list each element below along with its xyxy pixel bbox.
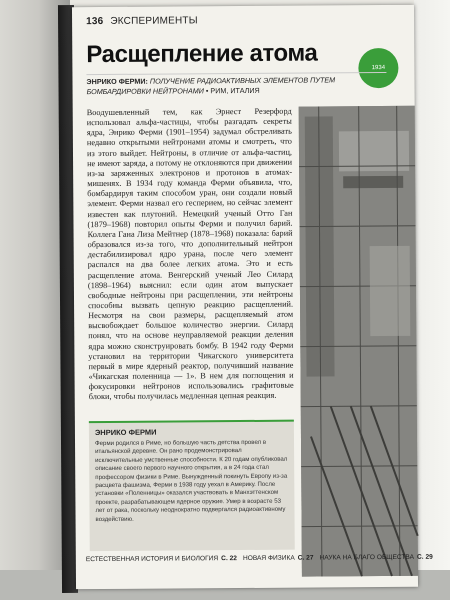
book-page	[72, 5, 433, 589]
bio-text: Ферми родился в Риме, но большую часть детства провел в итальянской деревне. Он рано продемонстрировал исключительные умственные способности. К 20 годам опубликовал описание своего первого научного открытия, а в 24 года стал профессором физики в Риме. Вынужденный покинуть Европу из-за расцвета фашизма, Ферми в 1938 году уехал в Америку. После установки «Поленницы» оказался участвовать в Манхэттенском проекте, разрабатывающем ядерное оружие. Умер в возрасте 53 лет от рака, поскольку неоднократно подвергался радиоактивному воздействию.	[94, 438, 288, 523]
article-subtitle	[86, 72, 386, 96]
bio-sidebar	[89, 420, 295, 551]
footer-link-page-2: С. 27	[297, 554, 314, 562]
background-right	[414, 0, 450, 600]
subtitle-work: ПОЛУЧЕНИЕ РАДИОАКТИВНЫХ ЭЛЕМЕНТОВ ПУТЕМ БОМБАРДИРОВКИ НЕЙТРОНАМИ	[86, 75, 336, 96]
running-header	[86, 15, 198, 27]
bio-title: ЭНРИКО ФЕРМИ	[94, 427, 157, 438]
reactor-illustration	[299, 106, 418, 577]
subtitle-place: • РИМ, ИТАЛИЯ	[205, 85, 260, 95]
footer-link-label-2[interactable]: НОВАЯ ФИЗИКА	[242, 554, 295, 563]
section-name: ЭКСПЕРИМЕНТЫ	[110, 15, 198, 27]
reactor-illustration-drawing	[299, 106, 418, 577]
page-number: 136	[86, 15, 104, 28]
article-title: Расщепление атома	[86, 39, 318, 69]
article-body: Воодушевленный тем, как Эрнест Резерфорд использовал альфа-частицы, чтобы разгадать секреты ядра, Энрико Ферми (1901–1954) задумал обстреливать недавно открытыми нейтронами атомы и смотреть, что из этого выйдет. Нейтроны, в отличие от альфа-частиц, не имеют заряда, а потому не отклоняются при движении из-за заряженных электронов и протонов в атомах-мишенях. В 1934 году команда Ферми объявила, что, бомбардируя таким способом уран, они создали новый элемент. Ферми назвал его гесперием, но сейчас элемент известен как плутоний. Немецкий ученый Отто Ган (1879–1968) повторил опыты Ферми и получил барий. Коллега Гана Лиза Мейтнер (1878–1968) показала: барий образовался из-за того, что дополнительный нейтрон дестабилизировал ядро урана, после чего элемент распался на два более легких атома. Это и есть расщепление атома. Венгерский ученый Лео Силард (1898–1964) выяснил: если один атом выпускает свободные нейтроны при расщеплении, эти нейтроны способны вызвать цепную реакцию расщеплений. Несмотря на свои размеры, расщепляемый атом высвобождает большое количество энергии. Силард понял, что на основе неуправляемой реакции деления ядра можно сконструировать бомбу. В 1942 году Ферми установил на территории Чикагского университета первый в мире ядерный реактор, получивший название «Чикагская поленница — 1». В нем для поглощения и фокусировки нейтронов использовались графитовые блоки, чтобы получилась медленная цепная реакция.	[86, 106, 294, 402]
year-badge-text: 1934	[371, 65, 386, 72]
footer-link-page-1: С. 22	[221, 555, 237, 563]
footer-link-label-1[interactable]: ЕСТЕСТВЕННАЯ ИСТОРИЯ И БИОЛОГИЯ	[85, 555, 219, 564]
footer-link-page-3: С. 29	[416, 553, 433, 561]
subtitle-author: ЭНРИКО ФЕРМИ:	[86, 76, 148, 87]
footer-link-label-3[interactable]: НАУКА НА БЛАГО ОБЩЕСТВА	[319, 553, 415, 562]
